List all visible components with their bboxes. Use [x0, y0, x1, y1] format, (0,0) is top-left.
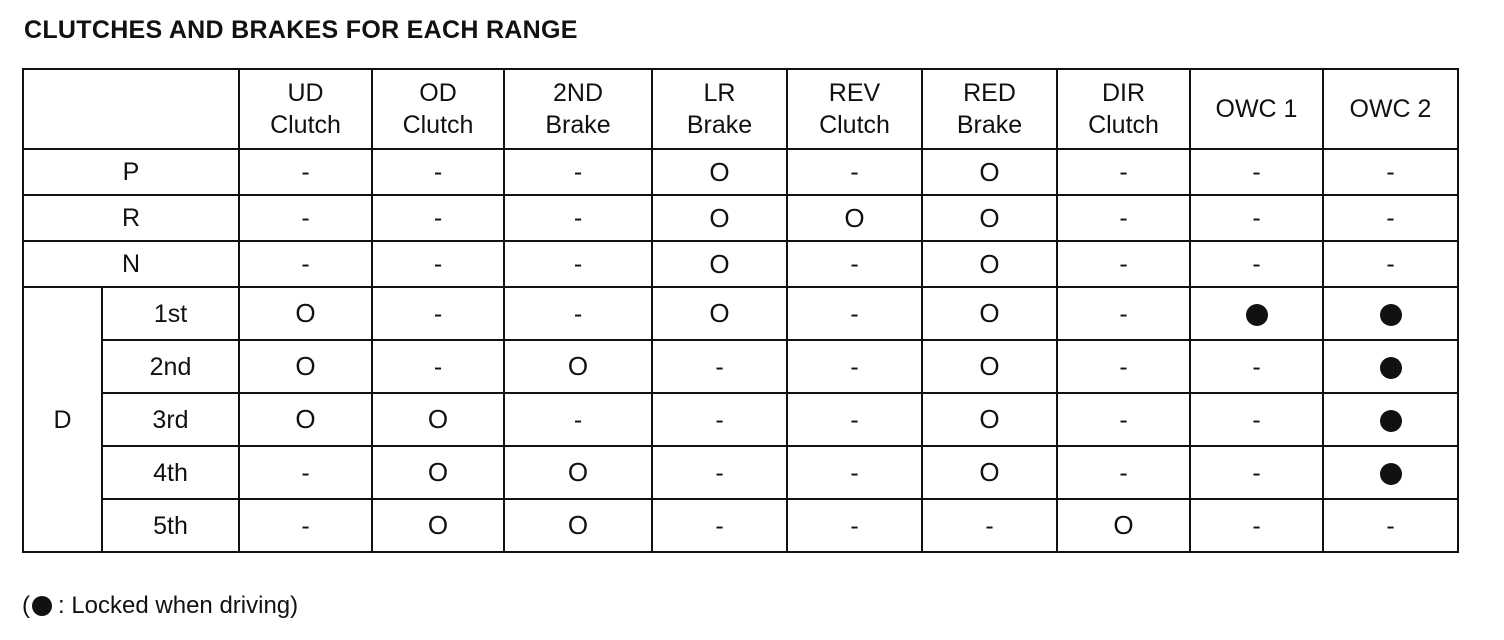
- table-cell: [239, 340, 372, 393]
- table-cell: [1323, 195, 1458, 241]
- table-cell: [239, 393, 372, 446]
- table-cell: [372, 446, 504, 499]
- engaged-mark: O: [979, 156, 1000, 187]
- table-cell: [1190, 149, 1323, 195]
- note-text: : Locked when driving): [58, 592, 299, 619]
- table-cell: [1057, 446, 1190, 499]
- range-label: P: [23, 149, 239, 195]
- table-cell: [239, 446, 372, 499]
- not-engaged-mark: -: [433, 204, 443, 232]
- table-cell: [1323, 499, 1458, 552]
- table-row: [23, 393, 1458, 446]
- table-cell: [372, 287, 504, 340]
- table-cell: [652, 499, 787, 552]
- table-cell: [787, 393, 922, 446]
- engaged-mark: O: [427, 404, 449, 434]
- not-engaged-mark: -: [573, 204, 583, 232]
- engaged-mark: O: [427, 510, 449, 540]
- not-engaged-mark: -: [1386, 250, 1395, 278]
- table-cell: [372, 340, 504, 393]
- column-header: [1057, 69, 1190, 149]
- column-header: [504, 69, 652, 149]
- not-engaged-mark: -: [1119, 204, 1128, 232]
- column-header-text: LR: [703, 79, 736, 107]
- table-cell: [652, 149, 787, 195]
- not-engaged-mark: -: [715, 352, 724, 381]
- table-cell: [652, 195, 787, 241]
- table-cell: [504, 446, 652, 499]
- table-cell: [652, 446, 787, 499]
- column-header-text: OD: [419, 79, 457, 107]
- table-cell: [372, 241, 504, 287]
- column-header: [1190, 69, 1323, 149]
- column-header-text: Brake: [545, 111, 611, 139]
- not-engaged-mark: -: [1119, 299, 1128, 328]
- column-header-text: DIR: [1101, 79, 1146, 107]
- table-cell: [504, 340, 652, 393]
- column-header-text: 2ND: [552, 79, 603, 107]
- column-header-text: RED: [963, 79, 1016, 107]
- table-cell: [1323, 446, 1458, 499]
- engaged-mark: O: [1113, 510, 1134, 540]
- range-label: R: [23, 195, 239, 241]
- filled-circle-icon: [1380, 357, 1402, 379]
- not-engaged-mark: -: [1119, 405, 1128, 434]
- not-engaged-mark: -: [573, 299, 583, 328]
- not-engaged-mark: -: [1252, 352, 1261, 381]
- not-engaged-mark: -: [433, 352, 443, 381]
- table-cell: [239, 499, 372, 552]
- table-cell: [1323, 149, 1458, 195]
- table-cell: [1190, 393, 1323, 446]
- not-engaged-mark: -: [850, 458, 859, 487]
- table-cell: [787, 446, 922, 499]
- gear-label: 5th: [102, 499, 239, 552]
- engaged-mark: O: [979, 202, 1000, 233]
- header-row: [23, 69, 1458, 149]
- table-cell: [239, 149, 372, 195]
- table-cell: [372, 393, 504, 446]
- table-cell: [652, 340, 787, 393]
- table-cell: [1057, 195, 1190, 241]
- engaged-mark: O: [709, 202, 730, 233]
- table-cell: [1190, 195, 1323, 241]
- table-cell: [922, 499, 1057, 552]
- filled-circle-icon: [1380, 410, 1402, 432]
- table-cell: [922, 195, 1057, 241]
- gear-label: 3rd: [102, 393, 239, 446]
- engaged-mark: O: [844, 202, 865, 233]
- table-row: [23, 149, 1458, 195]
- column-header: [922, 69, 1057, 149]
- table-cell: [1057, 393, 1190, 446]
- not-engaged-mark: -: [1119, 458, 1128, 487]
- table-cell: [239, 287, 372, 340]
- table-cell: [1190, 499, 1323, 552]
- engaged-mark: O: [979, 351, 1000, 381]
- engaged-mark: O: [567, 351, 589, 381]
- table-cell: [1323, 241, 1458, 287]
- engaged-mark: O: [979, 457, 1000, 487]
- table-cell: [372, 499, 504, 552]
- column-header-text: Brake: [686, 111, 753, 139]
- table-cell: [1190, 340, 1323, 393]
- not-engaged-mark: -: [985, 511, 994, 540]
- column-header-text: Brake: [956, 111, 1023, 139]
- not-engaged-mark: -: [1252, 511, 1261, 540]
- table-cell: [504, 241, 652, 287]
- engaged-mark: O: [427, 457, 449, 487]
- column-header-text: OWC 1: [1215, 95, 1298, 123]
- table-cell: [787, 499, 922, 552]
- column-header: [372, 69, 504, 149]
- not-engaged-mark: -: [1252, 405, 1261, 434]
- table-cell: [652, 393, 787, 446]
- table-row: [23, 446, 1458, 499]
- engaged-mark: O: [567, 457, 589, 487]
- column-header: [652, 69, 787, 149]
- table-cell: [787, 287, 922, 340]
- engaged-mark: O: [979, 404, 1000, 434]
- column-header-text: Clutch: [819, 111, 890, 139]
- table-cell: [372, 149, 504, 195]
- column-header-text: Clutch: [1088, 111, 1159, 139]
- table-row: [23, 499, 1458, 552]
- column-header: [1323, 69, 1458, 149]
- table-cell: [1057, 499, 1190, 552]
- gear-label: 2nd: [102, 340, 239, 393]
- not-engaged-mark: -: [715, 511, 724, 540]
- not-engaged-mark: -: [850, 352, 859, 381]
- clutch-brake-table: [22, 68, 1459, 553]
- table-cell: [922, 393, 1057, 446]
- table-cell: [504, 149, 652, 195]
- column-header-text: OWC 2: [1349, 95, 1432, 123]
- table-cell: [787, 241, 922, 287]
- table-cell: [1057, 241, 1190, 287]
- filled-circle-icon: [1380, 304, 1402, 326]
- not-engaged-mark: -: [850, 158, 859, 186]
- header-corner-cell: [23, 69, 239, 149]
- engaged-mark: O: [295, 404, 316, 434]
- not-engaged-mark: -: [715, 458, 724, 487]
- not-engaged-mark: -: [301, 204, 310, 232]
- column-header-text: Clutch: [270, 111, 341, 139]
- engaged-mark: O: [709, 298, 730, 328]
- table-cell: [922, 241, 1057, 287]
- not-engaged-mark: -: [433, 158, 443, 186]
- column-header: [787, 69, 922, 149]
- column-header-text: UD: [287, 79, 324, 107]
- engaged-mark: O: [979, 248, 1000, 279]
- table-cell: [372, 195, 504, 241]
- not-engaged-mark: -: [1386, 158, 1395, 186]
- range-group-label: D: [23, 287, 102, 552]
- not-engaged-mark: -: [1252, 204, 1261, 232]
- engaged-mark: O: [295, 298, 316, 328]
- table-cell: [1190, 446, 1323, 499]
- range-label: N: [23, 241, 239, 287]
- not-engaged-mark: -: [1252, 458, 1261, 487]
- column-header-text: Clutch: [402, 111, 474, 139]
- table-cell: [504, 195, 652, 241]
- filled-circle-icon: [1380, 463, 1402, 485]
- not-engaged-mark: -: [1119, 352, 1128, 381]
- not-engaged-mark: -: [850, 299, 859, 328]
- not-engaged-mark: -: [301, 511, 310, 540]
- table-cell: [922, 340, 1057, 393]
- not-engaged-mark: -: [1386, 511, 1395, 540]
- table-body: [23, 149, 1458, 552]
- table-cell: [504, 393, 652, 446]
- not-engaged-mark: -: [573, 250, 583, 278]
- filled-circle-icon: [1246, 304, 1268, 326]
- page-title: CLUTCHES AND BRAKES FOR EACH RANGE: [24, 16, 578, 44]
- not-engaged-mark: -: [1386, 204, 1395, 232]
- table-cell: [1323, 340, 1458, 393]
- table-cell: [1190, 287, 1323, 340]
- table-row: [23, 287, 1458, 340]
- table-cell: [922, 149, 1057, 195]
- not-engaged-mark: -: [301, 158, 310, 186]
- table-cell: [1057, 149, 1190, 195]
- not-engaged-mark: -: [1252, 250, 1261, 278]
- table-cell: [1190, 241, 1323, 287]
- table-row: [23, 340, 1458, 393]
- not-engaged-mark: -: [433, 250, 443, 278]
- table-cell: [1323, 287, 1458, 340]
- not-engaged-mark: -: [573, 405, 583, 434]
- engaged-mark: O: [979, 298, 1000, 328]
- not-engaged-mark: -: [850, 250, 859, 278]
- not-engaged-mark: -: [1119, 250, 1128, 278]
- not-engaged-mark: -: [715, 405, 724, 434]
- table-cell: [922, 287, 1057, 340]
- column-header-text: REV: [828, 79, 881, 107]
- note-open-paren: (: [22, 592, 30, 619]
- engaged-mark: O: [709, 156, 730, 187]
- filled-circle-icon: [32, 596, 52, 616]
- not-engaged-mark: -: [850, 511, 859, 540]
- not-engaged-mark: -: [850, 405, 859, 434]
- table-cell: [1323, 393, 1458, 446]
- table-cell: [787, 149, 922, 195]
- gear-label: 1st: [102, 287, 239, 340]
- table-row: [23, 241, 1458, 287]
- column-header: [239, 69, 372, 149]
- table-cell: [239, 195, 372, 241]
- table-cell: [504, 499, 652, 552]
- not-engaged-mark: -: [1252, 158, 1261, 186]
- engaged-mark: O: [567, 510, 589, 540]
- engaged-mark: O: [709, 248, 730, 279]
- table-cell: [652, 287, 787, 340]
- not-engaged-mark: -: [1119, 158, 1128, 186]
- not-engaged-mark: -: [573, 158, 583, 186]
- table-row: [23, 195, 1458, 241]
- not-engaged-mark: -: [301, 458, 310, 487]
- table-cell: [652, 241, 787, 287]
- table-cell: [787, 340, 922, 393]
- table-cell: [787, 195, 922, 241]
- gear-label: 4th: [102, 446, 239, 499]
- table-cell: [1057, 287, 1190, 340]
- table-cell: [504, 287, 652, 340]
- table-cell: [922, 446, 1057, 499]
- not-engaged-mark: -: [301, 250, 310, 278]
- table-cell: [1057, 340, 1190, 393]
- engaged-mark: O: [295, 351, 316, 381]
- table-cell: [239, 241, 372, 287]
- not-engaged-mark: -: [433, 299, 443, 328]
- legend-note: [22, 592, 298, 620]
